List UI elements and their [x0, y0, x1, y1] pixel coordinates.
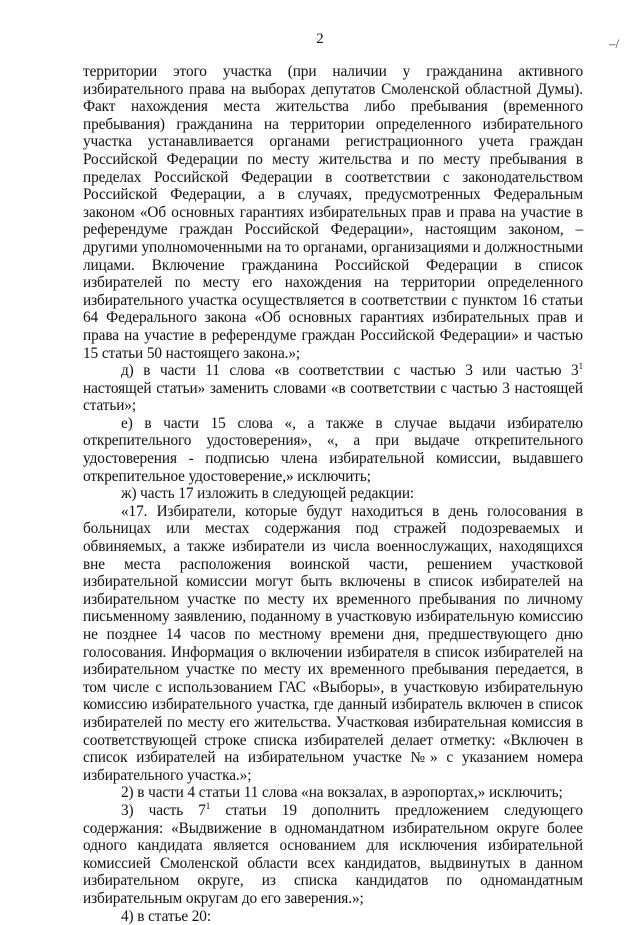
paragraph-item-zh: ж) часть 17 изложить в следующей редакции:: [83, 485, 583, 503]
paragraph-part-17: «17. Избиратели, которые будут находиться в день голосования в больницах или местах содержания под стражей подозреваемых и обвиняемых, а также избиратели из числа военнослужащих, находящихся вне места расположения воинской части, решением участковой избирательной комиссии могут быть включены в список избирателей на избирательном участке по месту их временного пребывания по личному письменному заявлению, поданному в участковую избирательную комиссию не позднее 14 часов по местному времени дня, предшествующего дню голосования. Информация о включении избирателя в список избирателей на избирательном участке по месту их временного пребывания передается, в том числе с использованием ГАС «Выборы», в участковую избирательную комиссию избирательного участка, где данный избиратель включен в список избирателей по месту его жительства. Участковая избирательная комиссия в соответствующей строке списка избирателей делает отметку: «Включен в список избирателей на избирательном участке №» с указанием номера избирательного участка.»;: [83, 503, 583, 785]
paragraph-item-d-text-start: д) в части 11 слова «в соответствии с частью 3 или частью 3: [121, 362, 579, 379]
paragraph-item-2: 2) в части 4 статьи 11 слова «на вокзалах, в аэропортах,» исключить;: [83, 784, 583, 802]
paragraph-item-3-text-start: 3) часть 7: [121, 802, 206, 819]
paragraph-item-d: [83, 362, 583, 415]
page-number: 2: [0, 31, 640, 48]
paragraph-item-4: 4) в статье 20:: [83, 908, 583, 925]
paragraph-item-3: [83, 802, 583, 908]
paragraph-item-3-text-end: статьи 19 дополнить предложением следующего содержания: «Выдвижение в одномандатном избирательном округе более одного кандидата является основанием для исключения избирательной комиссией Смоленской области всех кандидатов, выдвинутых в данном избирательном округе, из списка кандидатов по одномандатным избирательным округам до его заверения.»;: [83, 802, 583, 907]
paragraph-continuation: территории этого участка (при наличии у гражданина активного избирательного права на выборах депутатов Смоленской областной Думы). Факт нахождения места жительства либо пребывания (временного пребывания) гражданина на территории определенного избирательного участка устанавливается органами регистрационного учета граждан Российской Федерации по месту жительства и по месту пребывания в пределах Российской Федерации в соответствии с законодательством Российской Федерации, а в случаях, предусмотренных Федеральным законом «Об основных гарантиях избирательных прав и права на участие в референдуме граждан Российской Федерации», настоящим законом, – другими уполномоченными на то органами, организациями и должностными лицами. Включение гражданина Российской Федерации в список избирателей по месту его нахождения на территории определенного избирательного участка осуществляется в соответствии с пунктом 16 статьи 64 Федерального закона «Об основных гарантиях избирательных прав и права на участие в референдуме граждан Российской Федерации» и частью 15 статьи 50 настоящего закона.»;: [83, 63, 583, 362]
document-body: [83, 63, 583, 925]
paragraph-item-d-text-end: настоящей статьи» заменить словами «в соответствии с частью 3 настоящей статьи»;: [83, 380, 583, 415]
paragraph-item-e: е) в части 15 слова «, а также в случае выдачи избирателю открепительного удостоверения», «, а при выдаче открепительного удостоверения - подписью члена избирательной комиссии, выдавшего открепительное удостоверение,» исключить;: [83, 415, 583, 485]
superscript: 1: [206, 801, 210, 811]
corner-mark: –/: [609, 36, 619, 52]
superscript: 1: [579, 361, 583, 371]
